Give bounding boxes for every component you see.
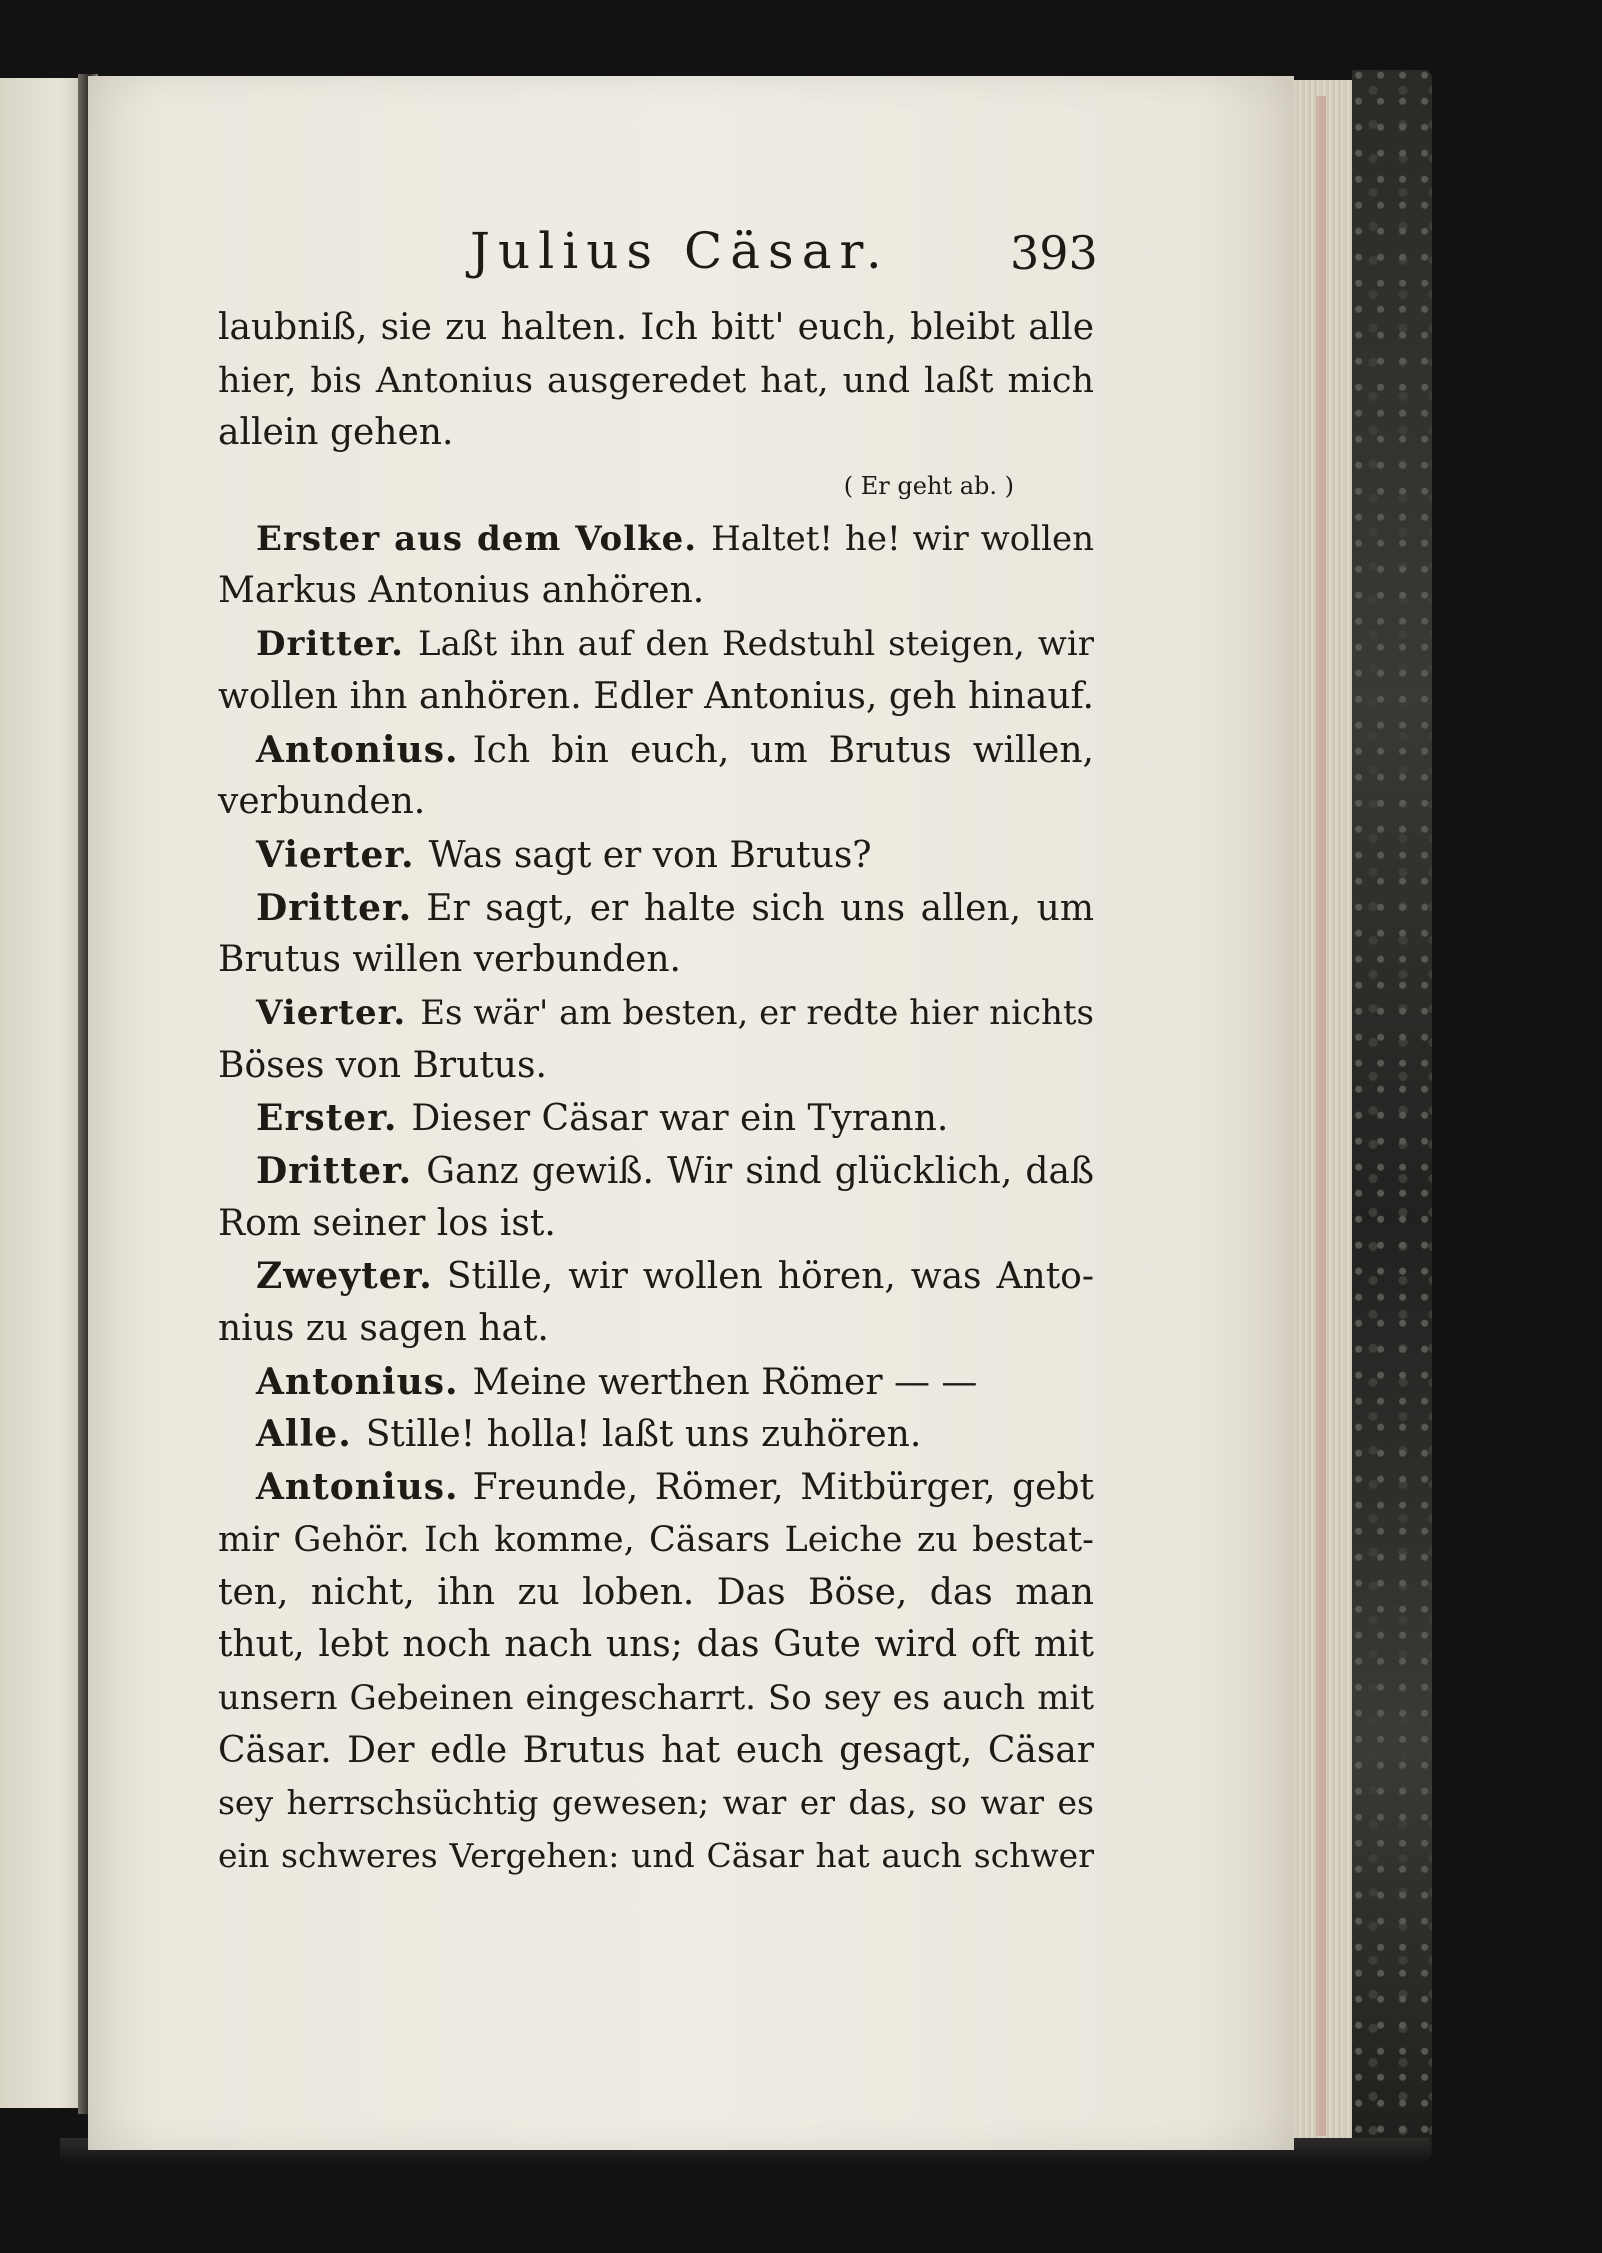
line-text: Laßt ihn auf den Redstuhl steigen, wir	[417, 624, 1094, 665]
speaker-name: Antonius.	[256, 1360, 459, 1403]
speaker-name: Alle.	[256, 1413, 352, 1456]
line-text: Markus Antonius anhören.	[218, 570, 705, 612]
text-line	[218, 1408, 1094, 1461]
line-text: ein schweres Vergehen: und Cäsar hat auch schwer	[218, 1835, 1094, 1875]
text-line	[218, 987, 1094, 1040]
text-line	[218, 565, 1094, 618]
running-title: Julius Cäsar.	[470, 222, 890, 280]
text-line	[218, 1303, 1094, 1356]
line-text: thut, lebt noch nach uns; das Gute wird oft mit	[218, 1624, 1094, 1666]
line-text: Meine werthen Römer — —	[472, 1361, 978, 1403]
text-line	[218, 671, 1094, 724]
speaker-name: Vierter.	[256, 833, 415, 876]
text-line	[218, 1777, 1094, 1830]
text-line	[218, 355, 1094, 408]
line-text: Brutus willen verbunden.	[218, 939, 681, 981]
speaker-name: Antonius.	[256, 728, 459, 771]
line-text: Dieser Cäsar war ein Tyrann.	[411, 1098, 949, 1140]
line-text: ( Er geht ab. )	[843, 472, 1014, 501]
text-line	[218, 1145, 1094, 1198]
text-line	[218, 1250, 1094, 1303]
line-text: Stille, wir wollen hören, was Anto-	[446, 1256, 1094, 1298]
line-text: laubniß, sie zu halten. Ich bitt' euch, bleibt alle	[218, 307, 1094, 348]
line-text: sey herrschsüchtig gewesen; war er das, so war es	[218, 1783, 1094, 1823]
left-page-edge	[0, 78, 84, 2108]
line-text: Was sagt er von Brutus?	[428, 834, 872, 876]
text-line	[218, 776, 1094, 829]
line-text: Ich bin euch, um Brutus willen,	[472, 729, 1094, 771]
text-line	[218, 1672, 1094, 1725]
line-text: Freunde, Römer, Mitbürger, gebt	[472, 1467, 1094, 1509]
line-text: Böses von Brutus.	[218, 1044, 547, 1086]
line-text: nius zu sagen hat.	[218, 1308, 549, 1350]
text-line	[218, 724, 1094, 777]
text-line	[218, 1567, 1094, 1620]
text-line	[218, 1356, 1094, 1409]
text-line	[218, 1619, 1094, 1672]
speaker-name: Dritter.	[256, 1150, 413, 1192]
text-line	[218, 1725, 1094, 1778]
text-line	[218, 302, 1094, 355]
line-text: Rom seiner los ist.	[218, 1202, 556, 1244]
text-line	[218, 882, 1094, 935]
text-line	[218, 1514, 1094, 1567]
line-text: allein gehen.	[218, 412, 454, 454]
text-line	[218, 1461, 1094, 1514]
speaker-name: Dritter.	[256, 624, 404, 665]
line-text: Haltet! he! wir wollen	[711, 518, 1095, 559]
book-cover-edge	[1352, 70, 1432, 2160]
speaker-name: Vierter.	[256, 992, 407, 1033]
speaker-name: Antonius.	[256, 1466, 459, 1509]
page-number: 393	[1010, 226, 1098, 280]
text-line	[218, 1092, 1094, 1145]
line-text: Er sagt, er halte sich uns allen, um	[426, 887, 1094, 929]
speaker-name: Zweyter.	[256, 1255, 433, 1298]
text-line	[218, 618, 1094, 671]
text-line	[218, 1830, 1094, 1883]
text-line	[218, 1198, 1094, 1251]
text-block	[218, 302, 1094, 1883]
line-text: wollen ihn anhören. Edler Antonius, geh hinauf.	[218, 675, 1094, 717]
speaker-name: Erster aus dem Volke.	[256, 518, 698, 559]
line-text: mir Gehör. Ich komme, Cäsars Leiche zu bestat-	[218, 1519, 1094, 1560]
page-edge-tint	[1316, 96, 1326, 2136]
text-line	[218, 829, 1094, 882]
text-line	[218, 407, 1094, 460]
line-text: verbunden.	[218, 781, 426, 823]
line-text: Stille! holla! laßt uns zuhören.	[365, 1414, 922, 1456]
line-text: ten, nicht, ihn zu loben. Das Böse, das man	[218, 1571, 1094, 1613]
text-line	[218, 513, 1094, 566]
text-line	[218, 1040, 1094, 1093]
speaker-name: Erster.	[256, 1097, 398, 1140]
line-text: Cäsar. Der edle Brutus hat euch gesagt, Cäsar	[218, 1729, 1094, 1771]
speaker-name: Dritter.	[256, 886, 413, 929]
line-text: Ganz gewiß. Wir sind glücklich, daß	[426, 1151, 1094, 1192]
text-line	[218, 934, 1094, 987]
line-text: hier, bis Antonius ausgeredet hat, und laßt mich	[218, 360, 1094, 401]
line-text: Es wär' am besten, er redte hier nichts	[420, 992, 1094, 1033]
text-line	[218, 460, 1094, 513]
line-text: unsern Gebeinen eingescharrt. So sey es auch mit	[218, 1677, 1094, 1718]
